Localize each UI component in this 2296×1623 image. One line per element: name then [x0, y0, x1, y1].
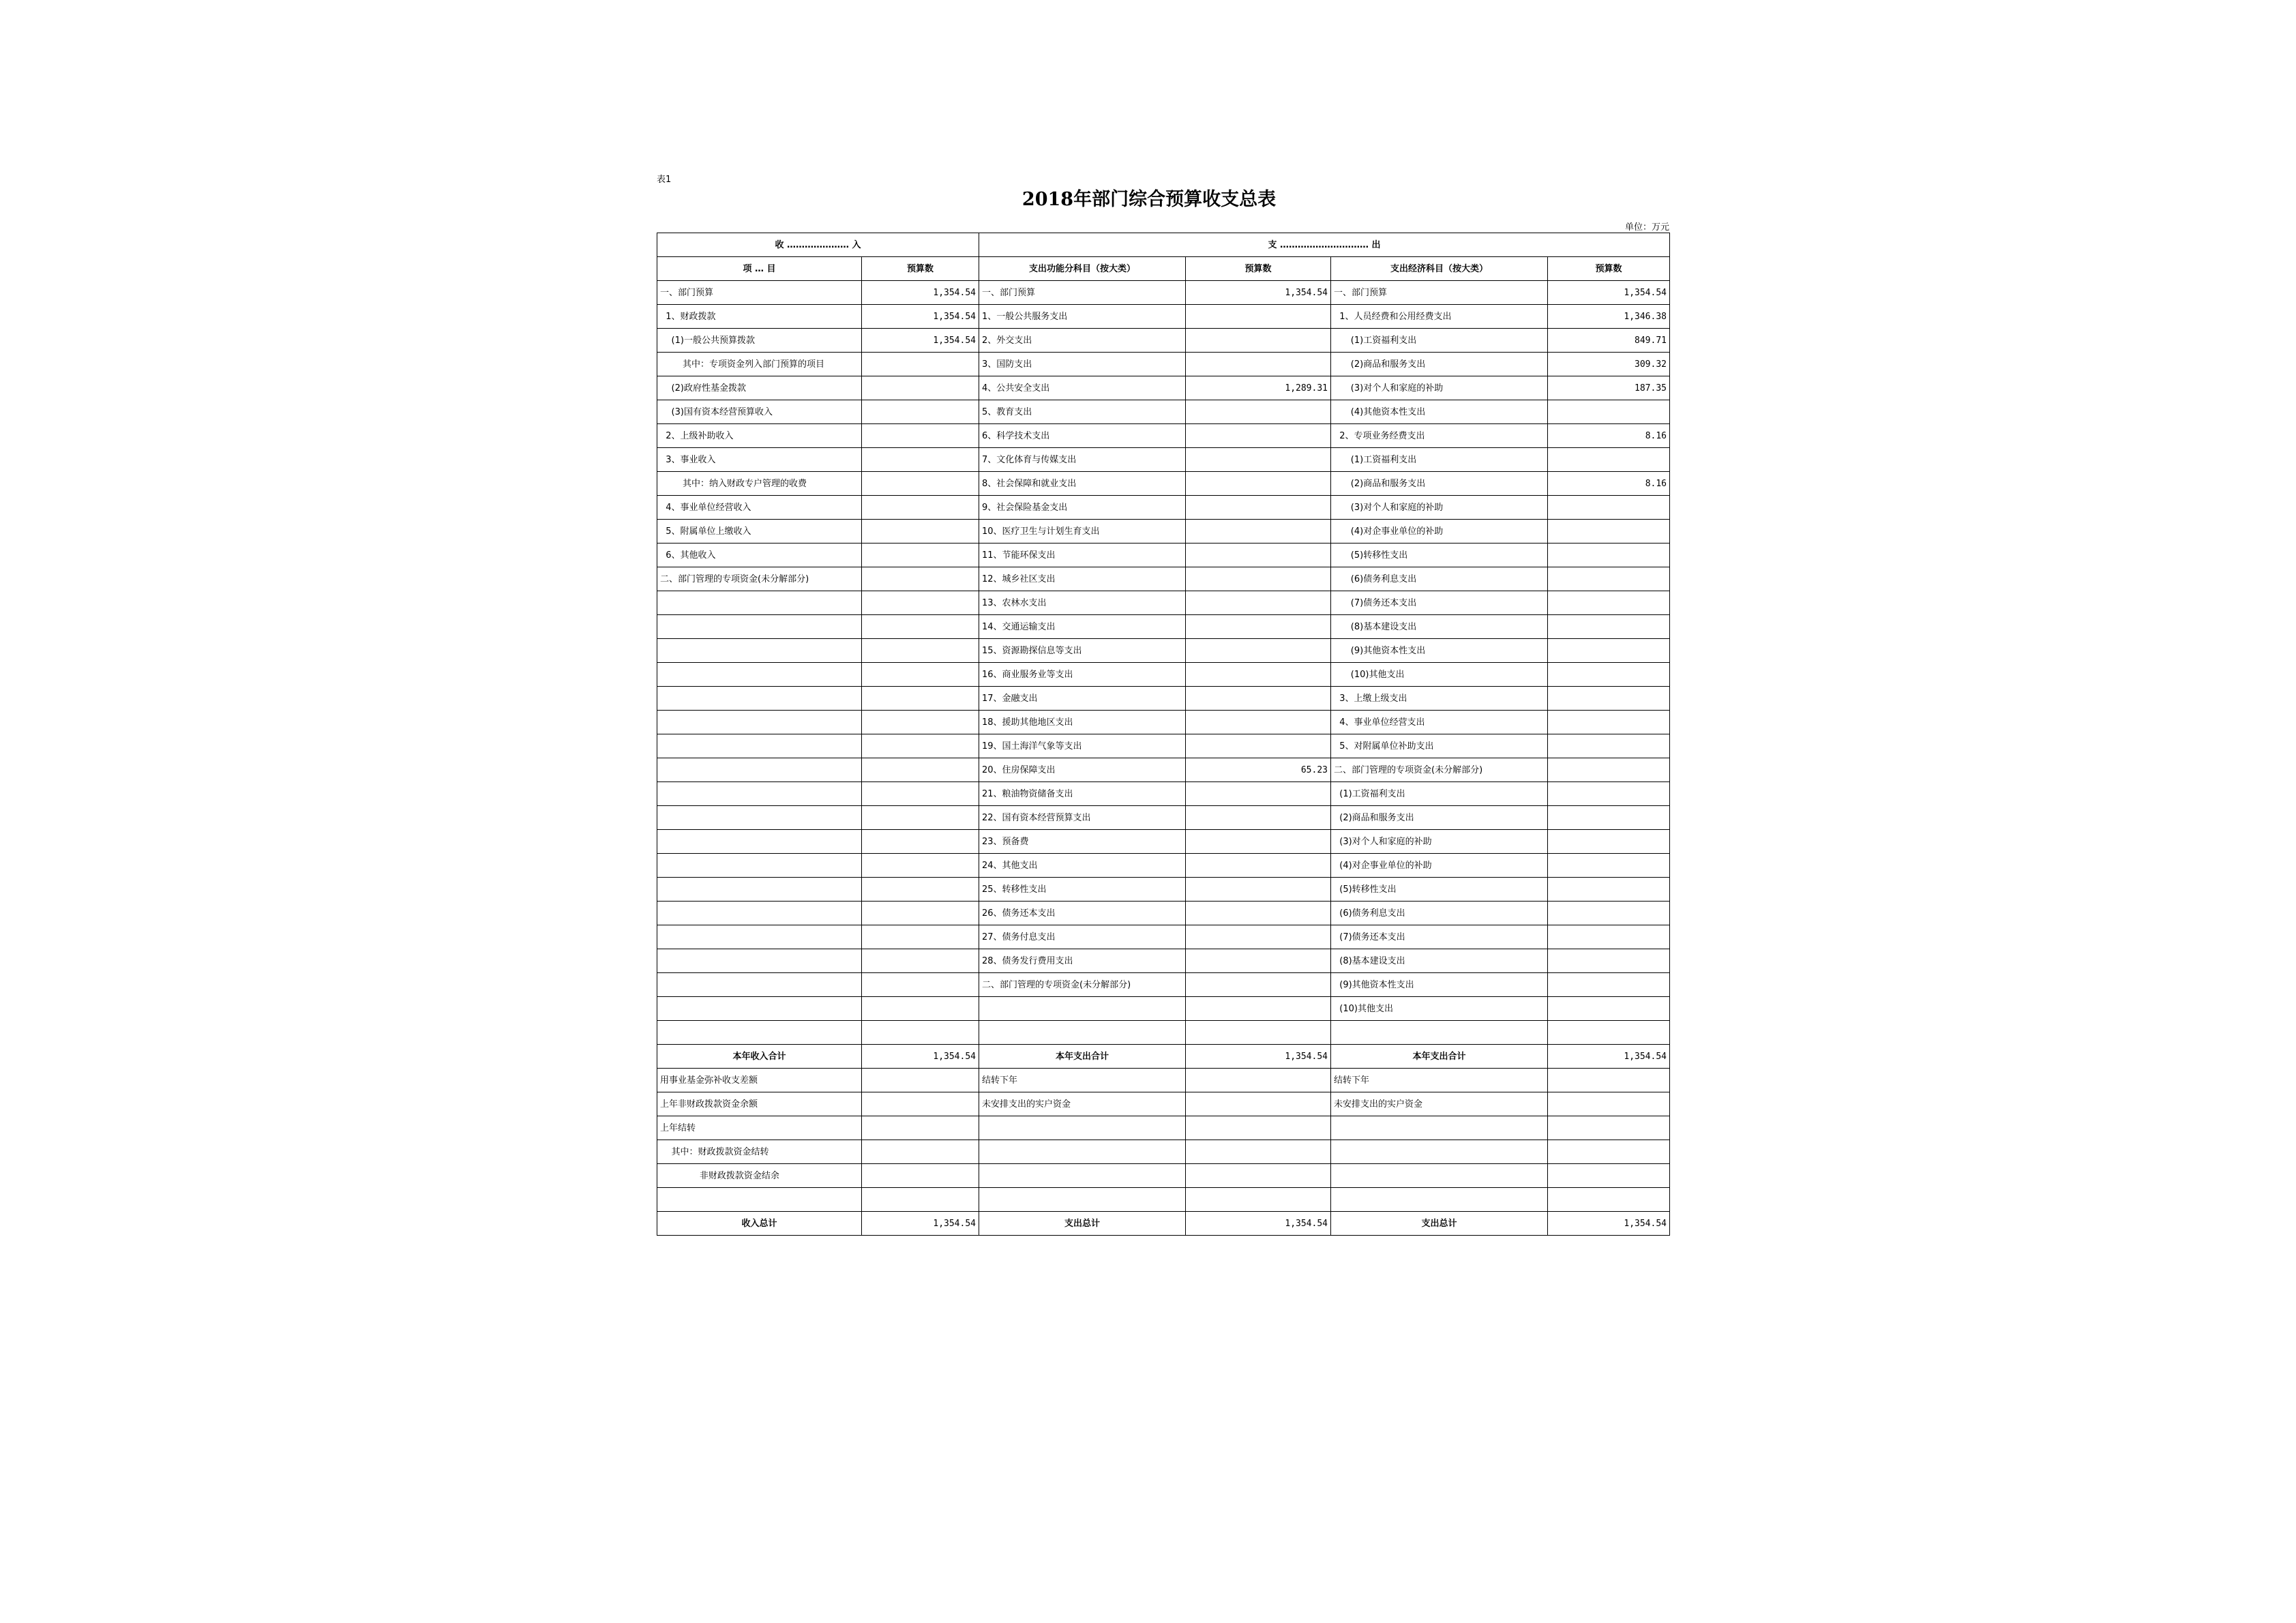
cell-function-item: 支出总计	[979, 1212, 1186, 1236]
cell-economic-item: (4)其他资本性支出	[1331, 400, 1548, 424]
cell-function-item: 19、国土海洋气象等支出	[979, 734, 1186, 758]
cell-income-item: 收入总计	[657, 1212, 862, 1236]
cell-income-amount	[862, 400, 979, 424]
cell-income-item: 4、事业单位经营收入	[657, 496, 862, 520]
cell-economic-amount	[1548, 902, 1670, 925]
cell-function-amount	[1186, 782, 1331, 806]
cell-income-amount: 1,354.54	[862, 329, 979, 353]
cell-economic-item: 1、人员经费和公用经费支出	[1331, 305, 1548, 329]
cell-income-item	[657, 925, 862, 949]
cell-economic-item: (9)其他资本性支出	[1331, 639, 1548, 663]
cell-function-item: 24、其他支出	[979, 854, 1186, 878]
cell-economic-amount	[1548, 949, 1670, 973]
cell-economic-item: (2)商品和服务支出	[1331, 353, 1548, 376]
subtotal-row	[657, 1045, 1670, 1069]
cell-income-item: 其中：专项资金列入部门预算的项目	[657, 353, 862, 376]
table-row	[657, 615, 1670, 639]
cell-function-amount	[1186, 329, 1331, 353]
cell-function-item: 二、部门管理的专项资金(未分解部分)	[979, 973, 1186, 997]
cell-function-amount	[1186, 925, 1331, 949]
cell-economic-item: (8)基本建设支出	[1331, 949, 1548, 973]
table-row	[657, 448, 1670, 472]
table-row	[657, 472, 1670, 496]
cell-income-item	[657, 878, 862, 902]
cell-function-item	[979, 997, 1186, 1021]
cell-economic-amount	[1548, 1021, 1670, 1045]
cell-function-amount	[1186, 687, 1331, 711]
cell-income-item	[657, 997, 862, 1021]
cell-income-item	[657, 782, 862, 806]
cell-economic-amount: 309.32	[1548, 353, 1670, 376]
cell-function-amount	[1186, 496, 1331, 520]
cell-economic-amount: 187.35	[1548, 376, 1670, 400]
cell-function-item	[979, 1021, 1186, 1045]
cell-income-amount	[862, 949, 979, 973]
cell-income-item: 非财政拨款资金结余	[657, 1164, 862, 1188]
cell-function-item: 13、农林水支出	[979, 591, 1186, 615]
cell-economic-item: (7)债务还本支出	[1331, 591, 1548, 615]
cell-function-item: 21、粮油物资储备支出	[979, 782, 1186, 806]
cell-income-item: 其中：财政拨款资金结转	[657, 1140, 862, 1164]
cell-economic-amount	[1548, 1092, 1670, 1116]
cell-function-item: 9、社会保险基金支出	[979, 496, 1186, 520]
cell-economic-item: (3)对个人和家庭的补助	[1331, 496, 1548, 520]
col-header-function-item: 支出功能分科目（按大类）	[979, 257, 1186, 281]
table-row	[657, 878, 1670, 902]
cell-economic-amount	[1548, 997, 1670, 1021]
cell-income-amount	[862, 878, 979, 902]
cell-function-item: 6、科学技术支出	[979, 424, 1186, 448]
table-row	[657, 424, 1670, 448]
cell-function-amount	[1186, 424, 1331, 448]
cell-income-amount	[862, 639, 979, 663]
cell-function-item	[979, 1188, 1186, 1212]
cell-income-amount	[862, 496, 979, 520]
cell-economic-item: (10)其他支出	[1331, 997, 1548, 1021]
table-row	[657, 925, 1670, 949]
cell-function-amount	[1186, 591, 1331, 615]
table-row	[657, 639, 1670, 663]
cell-economic-item: (6)债务利息支出	[1331, 902, 1548, 925]
cell-income-item	[657, 949, 862, 973]
table-label: 表1	[657, 175, 672, 185]
table-row	[657, 496, 1670, 520]
cell-economic-amount	[1548, 830, 1670, 854]
table-row	[657, 758, 1670, 782]
cell-income-amount	[862, 1021, 979, 1045]
cell-economic-item: 4、事业单位经营支出	[1331, 711, 1548, 734]
cell-income-amount	[862, 591, 979, 615]
cell-economic-amount	[1548, 734, 1670, 758]
cell-income-amount	[862, 615, 979, 639]
cell-function-amount	[1186, 305, 1331, 329]
cell-economic-item	[1331, 1188, 1548, 1212]
col-header-function-amount: 预算数	[1186, 257, 1331, 281]
cell-economic-amount	[1548, 687, 1670, 711]
cell-function-item: 11、节能环保支出	[979, 544, 1186, 567]
cell-economic-amount	[1548, 878, 1670, 902]
column-header-row	[657, 257, 1670, 281]
cell-income-amount	[862, 782, 979, 806]
col-header-income-amount: 预算数	[862, 257, 979, 281]
cell-income-amount	[862, 424, 979, 448]
cell-function-item: 8、社会保障和就业支出	[979, 472, 1186, 496]
cell-economic-amount	[1548, 1188, 1670, 1212]
cell-function-amount	[1186, 711, 1331, 734]
cell-function-amount	[1186, 902, 1331, 925]
cell-income-amount	[862, 1188, 979, 1212]
table-row	[657, 567, 1670, 591]
cell-function-item: 5、教育支出	[979, 400, 1186, 424]
cell-economic-item: (4)对企事业单位的补助	[1331, 520, 1548, 544]
cell-income-amount	[862, 997, 979, 1021]
cell-function-amount	[1186, 1069, 1331, 1092]
cell-economic-item: 支出总计	[1331, 1212, 1548, 1236]
cell-economic-amount	[1548, 854, 1670, 878]
cell-income-amount	[862, 448, 979, 472]
cell-income-amount	[862, 353, 979, 376]
cell-function-amount	[1186, 1188, 1331, 1212]
cell-economic-amount	[1548, 520, 1670, 544]
cell-income-item	[657, 854, 862, 878]
cell-economic-amount	[1548, 925, 1670, 949]
cell-function-item: 20、住房保障支出	[979, 758, 1186, 782]
cell-economic-amount	[1548, 758, 1670, 782]
cell-economic-item: (1)工资福利支出	[1331, 448, 1548, 472]
cell-function-amount	[1186, 830, 1331, 854]
cell-income-item	[657, 663, 862, 687]
budget-table	[657, 233, 1670, 1236]
cell-economic-amount	[1548, 1140, 1670, 1164]
table-row	[657, 973, 1670, 997]
table-row	[657, 591, 1670, 615]
cell-economic-amount	[1548, 448, 1670, 472]
cell-function-amount	[1186, 639, 1331, 663]
cell-function-amount: 1,289.31	[1186, 376, 1331, 400]
cell-economic-item: (8)基本建设支出	[1331, 615, 1548, 639]
table-row	[657, 854, 1670, 878]
cell-economic-amount	[1548, 639, 1670, 663]
cell-function-item: 2、外交支出	[979, 329, 1186, 353]
cell-income-amount	[862, 711, 979, 734]
cell-economic-item: (7)债务还本支出	[1331, 925, 1548, 949]
table-row	[657, 734, 1670, 758]
cell-economic-item: (1)工资福利支出	[1331, 782, 1548, 806]
cell-function-amount	[1186, 949, 1331, 973]
cell-economic-item: 二、部门管理的专项资金(未分解部分)	[1331, 758, 1548, 782]
cell-function-amount: 1,354.54	[1186, 1212, 1331, 1236]
cell-function-amount	[1186, 854, 1331, 878]
cell-economic-amount	[1548, 663, 1670, 687]
cell-function-amount	[1186, 615, 1331, 639]
cell-function-item: 15、资源勘探信息等支出	[979, 639, 1186, 663]
cell-function-amount	[1186, 1092, 1331, 1116]
cell-function-amount	[1186, 567, 1331, 591]
cell-economic-amount: 1,346.38	[1548, 305, 1670, 329]
table-row	[657, 902, 1670, 925]
cell-function-item: 12、城乡社区支出	[979, 567, 1186, 591]
cell-economic-amount	[1548, 567, 1670, 591]
table-row	[657, 949, 1670, 973]
cell-income-amount	[862, 567, 979, 591]
cell-income-amount: 1,354.54	[862, 1045, 979, 1069]
cell-income-item: 用事业基金弥补收支差额	[657, 1069, 862, 1092]
cell-economic-amount	[1548, 615, 1670, 639]
cell-economic-amount: 1,354.54	[1548, 1212, 1670, 1236]
table-row	[657, 1188, 1670, 1212]
cell-economic-item: (2)商品和服务支出	[1331, 472, 1548, 496]
cell-function-amount	[1186, 472, 1331, 496]
cell-income-item: 2、上级补助收入	[657, 424, 862, 448]
cell-function-item: 17、金融支出	[979, 687, 1186, 711]
cell-income-amount	[862, 1140, 979, 1164]
cell-economic-item	[1331, 1140, 1548, 1164]
cell-income-item: 3、事业收入	[657, 448, 862, 472]
cell-economic-item: (9)其他资本性支出	[1331, 973, 1548, 997]
cell-economic-item: 本年支出合计	[1331, 1045, 1548, 1069]
unit-label: 单位：万元	[1624, 222, 1669, 233]
cell-function-amount	[1186, 1140, 1331, 1164]
cell-economic-amount	[1548, 544, 1670, 567]
cell-income-item: 6、其他收入	[657, 544, 862, 567]
cell-function-amount: 1,354.54	[1186, 1045, 1331, 1069]
cell-economic-item: 未安排支出的实户资金	[1331, 1092, 1548, 1116]
cell-function-item: 23、预备费	[979, 830, 1186, 854]
cell-economic-amount: 8.16	[1548, 424, 1670, 448]
cell-income-amount	[862, 902, 979, 925]
table-row	[657, 1092, 1670, 1116]
cell-function-item	[979, 1140, 1186, 1164]
cell-economic-item: 结转下年	[1331, 1069, 1548, 1092]
cell-income-item: 5、附属单位上缴收入	[657, 520, 862, 544]
cell-income-amount: 1,354.54	[862, 305, 979, 329]
expense-group-header: 支 ………………………… 出	[979, 233, 1670, 257]
cell-economic-item	[1331, 1021, 1548, 1045]
table-row	[657, 329, 1670, 353]
cell-income-amount: 1,354.54	[862, 281, 979, 305]
cell-function-item: 27、债务付息支出	[979, 925, 1186, 949]
cell-economic-item: (4)对企事业单位的补助	[1331, 854, 1548, 878]
cell-income-amount	[862, 520, 979, 544]
cell-economic-amount: 1,354.54	[1548, 1045, 1670, 1069]
cell-function-amount	[1186, 973, 1331, 997]
cell-income-item	[657, 902, 862, 925]
cell-income-amount	[862, 854, 979, 878]
cell-function-item: 26、债务还本支出	[979, 902, 1186, 925]
cell-income-amount	[862, 925, 979, 949]
cell-function-amount	[1186, 353, 1331, 376]
cell-function-amount	[1186, 806, 1331, 830]
cell-income-item	[657, 806, 862, 830]
table-row	[657, 687, 1670, 711]
page-title: 2018年部门综合预算收支总表	[1022, 189, 1277, 210]
cell-function-item: 25、转移性支出	[979, 878, 1186, 902]
cell-income-item	[657, 1188, 862, 1212]
cell-economic-item: (2)商品和服务支出	[1331, 806, 1548, 830]
table-row	[657, 1164, 1670, 1188]
cell-function-amount	[1186, 544, 1331, 567]
col-header-economic-item: 支出经济科目（按大类）	[1331, 257, 1548, 281]
cell-function-amount	[1186, 520, 1331, 544]
cell-economic-item: 一、部门预算	[1331, 281, 1548, 305]
cell-income-item	[657, 1021, 862, 1045]
group-header-row	[657, 233, 1670, 257]
income-group-header: 收 ………………… 入	[657, 233, 979, 257]
table-row	[657, 663, 1670, 687]
cell-income-amount	[862, 1164, 979, 1188]
cell-income-amount	[862, 734, 979, 758]
cell-income-item	[657, 711, 862, 734]
cell-function-amount: 65.23	[1186, 758, 1331, 782]
cell-function-item: 本年支出合计	[979, 1045, 1186, 1069]
cell-economic-amount	[1548, 1164, 1670, 1188]
table-row	[657, 1116, 1670, 1140]
cell-income-item: 上年非财政拨款资金余额	[657, 1092, 862, 1116]
cell-income-item	[657, 615, 862, 639]
cell-income-item: 其中：纳入财政专户管理的收费	[657, 472, 862, 496]
cell-income-item	[657, 639, 862, 663]
cell-economic-item: (10)其他支出	[1331, 663, 1548, 687]
cell-function-amount	[1186, 663, 1331, 687]
cell-economic-amount	[1548, 400, 1670, 424]
cell-income-item: 本年收入合计	[657, 1045, 862, 1069]
cell-income-item	[657, 687, 862, 711]
cell-income-amount	[862, 830, 979, 854]
cell-income-item: 二、部门管理的专项资金(未分解部分)	[657, 567, 862, 591]
table-row	[657, 544, 1670, 567]
table-row	[657, 806, 1670, 830]
cell-function-amount	[1186, 997, 1331, 1021]
cell-economic-item: (5)转移性支出	[1331, 544, 1548, 567]
table-row	[657, 1140, 1670, 1164]
cell-income-item: (3)国有资本经营预算收入	[657, 400, 862, 424]
cell-function-item: 一、部门预算	[979, 281, 1186, 305]
table-row	[657, 281, 1670, 305]
cell-function-item: 14、交通运输支出	[979, 615, 1186, 639]
table-row	[657, 400, 1670, 424]
cell-function-item: 16、商业服务业等支出	[979, 663, 1186, 687]
cell-economic-amount	[1548, 496, 1670, 520]
col-header-economic-amount: 预算数	[1548, 257, 1670, 281]
cell-economic-item: 3、上缴上级支出	[1331, 687, 1548, 711]
cell-economic-item: (6)债务利息支出	[1331, 567, 1548, 591]
cell-income-item: (1)一般公共预算拨款	[657, 329, 862, 353]
cell-income-item: 一、部门预算	[657, 281, 862, 305]
cell-income-amount	[862, 687, 979, 711]
cell-function-item	[979, 1164, 1186, 1188]
table-row	[657, 830, 1670, 854]
cell-function-item: 10、医疗卫生与计划生育支出	[979, 520, 1186, 544]
table-row	[657, 1021, 1670, 1045]
cell-income-amount	[862, 544, 979, 567]
cell-economic-item	[1331, 1164, 1548, 1188]
cell-income-item	[657, 591, 862, 615]
table-row	[657, 711, 1670, 734]
table-row	[657, 305, 1670, 329]
cell-economic-amount	[1548, 591, 1670, 615]
cell-economic-item: 5、对附属单位补助支出	[1331, 734, 1548, 758]
cell-economic-amount	[1548, 806, 1670, 830]
cell-economic-amount	[1548, 782, 1670, 806]
table-row	[657, 376, 1670, 400]
table-row	[657, 1069, 1670, 1092]
cell-income-amount	[862, 472, 979, 496]
cell-income-item	[657, 973, 862, 997]
cell-income-amount	[862, 1069, 979, 1092]
cell-function-amount	[1186, 878, 1331, 902]
cell-function-amount	[1186, 400, 1331, 424]
cell-economic-item: 2、专项业务经费支出	[1331, 424, 1548, 448]
cell-income-amount	[862, 663, 979, 687]
cell-function-amount	[1186, 1021, 1331, 1045]
cell-function-item: 22、国有资本经营预算支出	[979, 806, 1186, 830]
cell-function-amount: 1,354.54	[1186, 281, 1331, 305]
cell-income-item	[657, 734, 862, 758]
total-row	[657, 1212, 1670, 1236]
cell-economic-amount: 8.16	[1548, 472, 1670, 496]
cell-function-item: 3、国防支出	[979, 353, 1186, 376]
cell-income-amount: 1,354.54	[862, 1212, 979, 1236]
cell-economic-amount	[1548, 711, 1670, 734]
cell-income-item: (2)政府性基金拨款	[657, 376, 862, 400]
cell-economic-item: (3)对个人和家庭的补助	[1331, 376, 1548, 400]
cell-income-item	[657, 830, 862, 854]
cell-economic-item	[1331, 1116, 1548, 1140]
cell-function-amount	[1186, 448, 1331, 472]
cell-function-amount	[1186, 1116, 1331, 1140]
cell-economic-item: (1)工资福利支出	[1331, 329, 1548, 353]
table-row	[657, 520, 1670, 544]
cell-economic-amount: 1,354.54	[1548, 281, 1670, 305]
cell-function-amount	[1186, 1164, 1331, 1188]
cell-economic-item: (5)转移性支出	[1331, 878, 1548, 902]
cell-function-item	[979, 1116, 1186, 1140]
cell-income-amount	[862, 758, 979, 782]
table-row	[657, 353, 1670, 376]
cell-function-item: 7、文化体育与传媒支出	[979, 448, 1186, 472]
cell-economic-amount	[1548, 973, 1670, 997]
table-row	[657, 782, 1670, 806]
col-header-income-item: 项 … 目	[657, 257, 862, 281]
cell-function-item: 4、公共安全支出	[979, 376, 1186, 400]
cell-function-item: 1、一般公共服务支出	[979, 305, 1186, 329]
cell-function-amount	[1186, 734, 1331, 758]
cell-economic-amount	[1548, 1116, 1670, 1140]
cell-income-item: 1、财政拨款	[657, 305, 862, 329]
cell-income-amount	[862, 376, 979, 400]
cell-economic-amount: 849.71	[1548, 329, 1670, 353]
cell-function-item: 18、援助其他地区支出	[979, 711, 1186, 734]
cell-economic-item: (3)对个人和家庭的补助	[1331, 830, 1548, 854]
cell-function-item: 结转下年	[979, 1069, 1186, 1092]
cell-income-amount	[862, 973, 979, 997]
cell-income-item: 上年结转	[657, 1116, 862, 1140]
cell-function-item: 未安排支出的实户资金	[979, 1092, 1186, 1116]
cell-economic-amount	[1548, 1069, 1670, 1092]
cell-income-item	[657, 758, 862, 782]
table-row	[657, 997, 1670, 1021]
cell-income-amount	[862, 806, 979, 830]
cell-income-amount	[862, 1092, 979, 1116]
cell-function-item: 28、债务发行费用支出	[979, 949, 1186, 973]
cell-income-amount	[862, 1116, 979, 1140]
